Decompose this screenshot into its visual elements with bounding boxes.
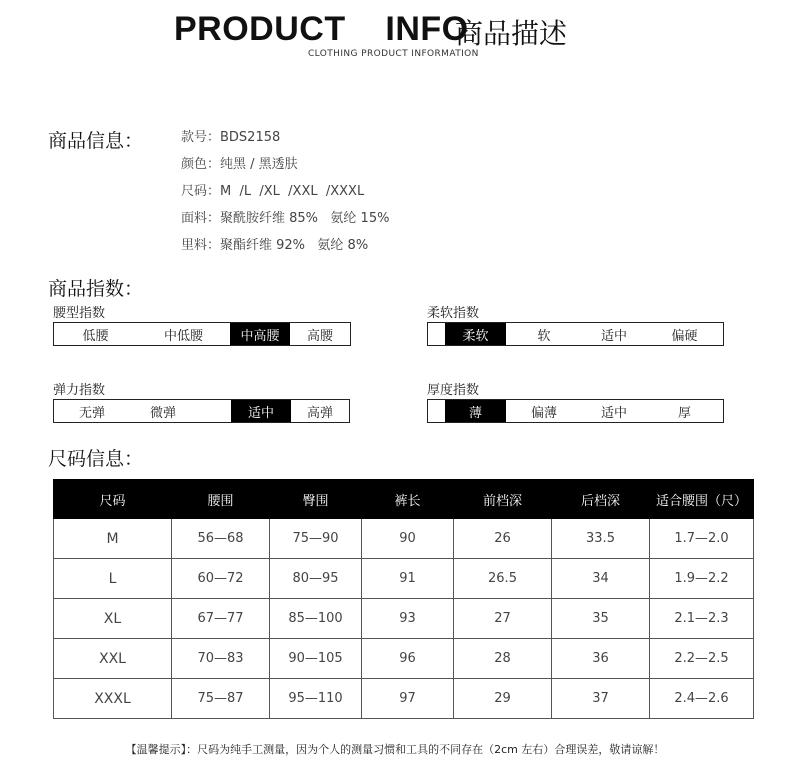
elasticity-option-none: 无弹 xyxy=(78,405,105,421)
product-info-heading: 商品信息： xyxy=(48,130,144,152)
softness-option-stiff: 偏硬 xyxy=(671,328,698,344)
cell-hip: 75—90 xyxy=(270,519,362,559)
cell-length: 97 xyxy=(362,679,454,719)
cell-fit-waist: 2.4—2.6 xyxy=(650,679,754,719)
waist-option-mid-high: 中高腰 xyxy=(230,323,290,345)
cell-size: XXXL xyxy=(54,679,172,719)
cell-waist: 56—68 xyxy=(172,519,270,559)
cell-size: L xyxy=(54,559,172,599)
cell-waist: 75—87 xyxy=(172,679,270,719)
title-chinese: 商品描述 xyxy=(455,17,568,50)
cell-size: XXL xyxy=(54,639,172,679)
col-waist: 腰围 xyxy=(172,480,270,519)
cell-back-rise: 37 xyxy=(552,679,650,719)
info-lining: 里料：聚酯纤维 92% 氨纶 8% xyxy=(181,238,369,253)
title-english: PRODUCT INFO xyxy=(174,10,469,48)
table-row xyxy=(54,679,754,719)
measurement-note: 【温馨提示】：尺码为纯手工测量，因为个人的测量习惯和工具的不同存在（2cm 左右）合理误差，敬请谅解！ xyxy=(125,743,665,756)
cell-length: 93 xyxy=(362,599,454,639)
softness-option-slightly-soft: 软 xyxy=(537,328,551,344)
cell-length: 91 xyxy=(362,559,454,599)
info-color: 颜色：纯黑 / 黑透肤 xyxy=(181,157,298,172)
cell-front-rise: 26 xyxy=(454,519,552,559)
cell-front-rise: 29 xyxy=(454,679,552,719)
softness-option-soft: 柔软 xyxy=(445,323,506,345)
cell-hip: 85—100 xyxy=(270,599,362,639)
col-length: 裤长 xyxy=(362,480,454,519)
elasticity-option-medium: 适中 xyxy=(231,400,291,422)
cell-back-rise: 36 xyxy=(552,639,650,679)
softness-spacer xyxy=(428,323,445,345)
table-row xyxy=(54,599,754,639)
col-hip: 臀围 xyxy=(270,480,362,519)
elasticity-spacer xyxy=(196,400,231,422)
softness-index-title: 柔软指数 xyxy=(427,306,480,321)
size-table xyxy=(53,479,754,719)
softness-index-scale xyxy=(427,322,724,346)
thickness-option-slightly-thin: 偏薄 xyxy=(530,405,557,421)
cell-back-rise: 34 xyxy=(552,559,650,599)
cell-front-rise: 28 xyxy=(454,639,552,679)
cell-fit-waist: 1.9—2.2 xyxy=(650,559,754,599)
thickness-option-medium: 适中 xyxy=(600,405,627,421)
col-size: 尺码 xyxy=(54,480,172,519)
cell-hip: 90—105 xyxy=(270,639,362,679)
thickness-spacer xyxy=(428,400,445,422)
table-row xyxy=(54,519,754,559)
waist-index-scale xyxy=(53,322,351,346)
elasticity-index-scale xyxy=(53,399,350,423)
elasticity-index-title: 弹力指数 xyxy=(53,383,106,398)
subtitle: CLOTHING PRODUCT INFORMATION xyxy=(308,49,479,59)
cell-fit-waist: 2.1—2.3 xyxy=(650,599,754,639)
cell-waist: 60—72 xyxy=(172,559,270,599)
waist-option-low: 低腰 xyxy=(82,328,109,344)
thickness-index-scale xyxy=(427,399,724,423)
thickness-option-thick: 厚 xyxy=(677,405,691,421)
cell-fit-waist: 1.7—2.0 xyxy=(650,519,754,559)
col-front-rise: 前档深 xyxy=(454,480,552,519)
info-sizes: 尺码：M /L /XL /XXL /XXXL xyxy=(181,184,365,199)
indices-heading: 商品指数： xyxy=(48,278,144,300)
table-row xyxy=(54,639,754,679)
cell-fit-waist: 2.2—2.5 xyxy=(650,639,754,679)
cell-waist: 67—77 xyxy=(172,599,270,639)
elasticity-option-high: 高弹 xyxy=(306,405,333,421)
col-back-rise: 后档深 xyxy=(552,480,650,519)
cell-hip: 80—95 xyxy=(270,559,362,599)
size-table-header xyxy=(54,480,754,519)
table-row xyxy=(54,559,754,599)
cell-front-rise: 27 xyxy=(454,599,552,639)
cell-back-rise: 33.5 xyxy=(552,519,650,559)
cell-front-rise: 26.5 xyxy=(454,559,552,599)
col-fit-waist: 适合腰围（尺） xyxy=(650,480,754,519)
cell-back-rise: 35 xyxy=(552,599,650,639)
cell-size: M xyxy=(54,519,172,559)
thickness-index-title: 厚度指数 xyxy=(427,383,480,398)
cell-size: XL xyxy=(54,599,172,639)
info-style-number: 款号：BDS2158 xyxy=(181,130,281,145)
waist-option-high: 高腰 xyxy=(306,328,333,344)
cell-length: 90 xyxy=(362,519,454,559)
waist-index-title: 腰型指数 xyxy=(53,306,106,321)
softness-option-medium: 适中 xyxy=(600,328,627,344)
thickness-option-thin: 薄 xyxy=(445,400,506,422)
cell-hip: 95—110 xyxy=(270,679,362,719)
cell-length: 96 xyxy=(362,639,454,679)
cell-waist: 70—83 xyxy=(172,639,270,679)
waist-option-mid-low: 中低腰 xyxy=(163,328,203,344)
elasticity-option-slight: 微弹 xyxy=(149,405,176,421)
size-info-heading: 尺码信息： xyxy=(48,448,144,470)
info-fabric: 面料：聚酰胺纤维 85% 氨纶 15% xyxy=(181,211,390,226)
